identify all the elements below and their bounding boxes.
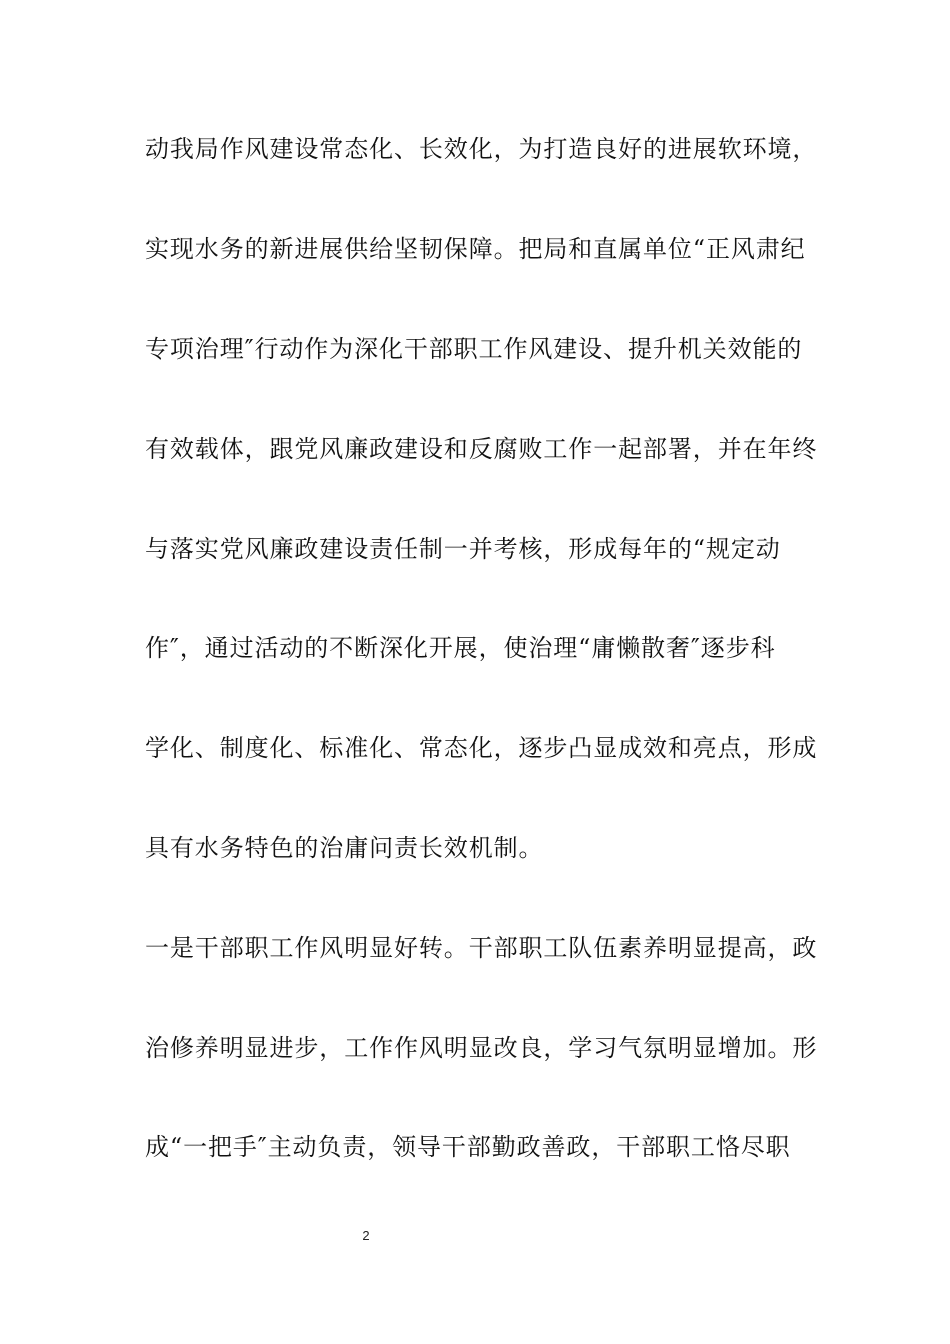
text-line: 学化、制度化、标准化、常态化，逐步凸显成效和亮点，形成 — [145, 734, 818, 762]
text-line: 作″，通过活动的不断深化开展，使治理“庸懒散奢″逐步科 — [145, 634, 776, 662]
text-line: 动我局作风建设常态化、长效化，为打造良好的进展软环境， — [145, 135, 818, 163]
text-line: 专项治理″行动作为深化干部职工作风建设、提升机关效能的 — [145, 335, 803, 363]
text-line: 实现水务的新进展供给坚韧保障。把局和直属单位“正风肃纪 — [145, 235, 806, 263]
text-line: 有效载体，跟党风廉政建设和反腐败工作一起部署，并在年终 — [145, 435, 818, 463]
text-line: 与落实党风廉政建设责任制一并考核，形成每年的“规定动 — [145, 535, 781, 563]
text-line: 具有水务特色的治庸问责长效机制。 — [145, 834, 544, 862]
text-line: 成“一把手″主动负责，领导干部勤政善政，干部职工恪尽职 — [145, 1133, 791, 1161]
text-line: 一是干部职工作风明显好转。干部职工队伍素养明显提高，政 — [145, 934, 818, 962]
text-line: 治修养明显进步，工作作风明显改良，学习气氛明显增加。形 — [145, 1034, 818, 1062]
page-number: 2 — [362, 1228, 370, 1243]
